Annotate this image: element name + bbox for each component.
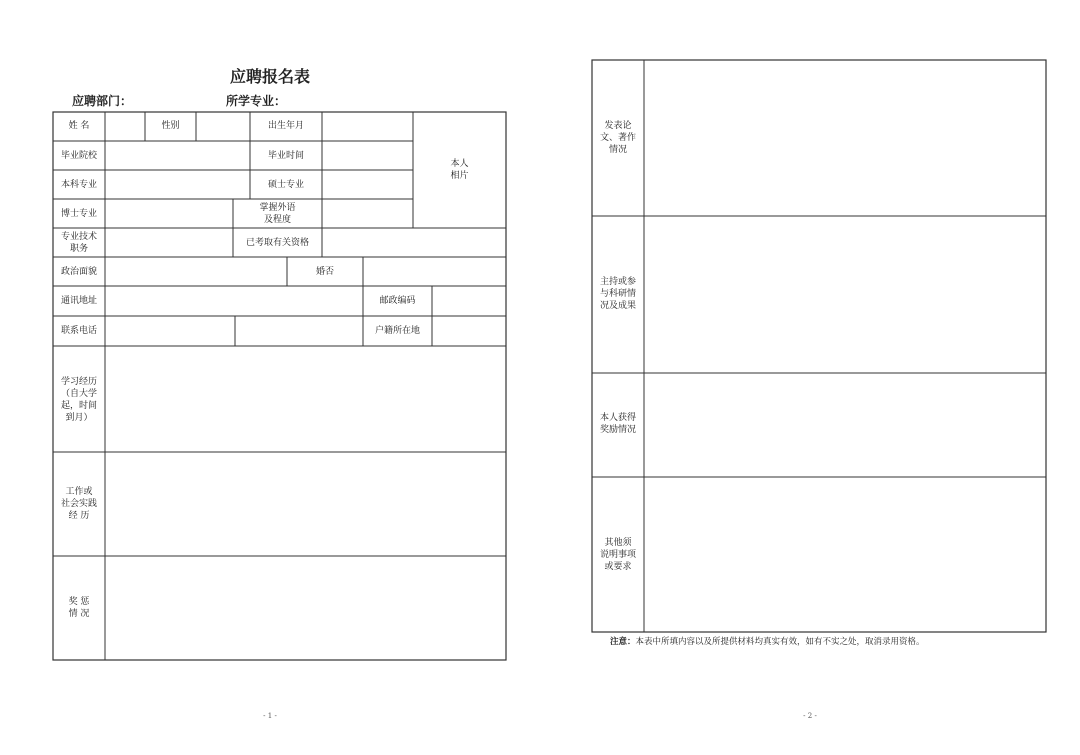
note-text: 本表中所填内容以及所提供材料均真实有效，如有不实之处，取消录用资格。 [635,637,925,647]
rewards-punishments-label: 奖 惩 情 况 [68,597,90,619]
marital-status-label: 婚否 [315,267,334,277]
declaration-note [610,635,925,647]
publications-label: 发表论 文、著作 情况 [599,121,636,155]
master-major-label: 硕士专业 [267,180,304,190]
hukou-label: 户籍所在地 [374,326,420,336]
address-label: 通讯地址 [60,296,97,306]
page2-table-border [592,60,1046,632]
page-number-2: - 2 - [803,712,817,720]
study-history-label: 学习经历 （自大学 起，时间 到月） [60,377,97,423]
page1-table-border [53,112,506,660]
birth-date-label: 出生年月 [267,121,304,131]
honors-label: 本人获得 奖励情况 [599,413,636,435]
photo-label: 本人 相片 [450,159,469,181]
school-label: 毕业院校 [60,151,97,161]
phone-label: 联系电话 [60,326,97,336]
undergrad-major-label: 本科专业 [60,180,97,190]
phd-major-label: 博士专业 [60,209,97,219]
qualification-label: 已考取有关资格 [245,238,309,248]
research-label: 主持或参 与科研情 况及成果 [599,277,636,311]
political-status-label: 政治面貌 [60,267,97,277]
name-label: 姓 名 [68,121,90,131]
major-label: 所学专业： [226,94,287,108]
work-history-label: 工作或 社会实践 经 历 [60,487,97,521]
form-title: 应聘报名表 [229,67,310,86]
tech-title-label: 专业技术 职务 [60,232,97,254]
graduation-time-label: 毕业时间 [267,151,304,161]
page-number-1: - 1 - [263,712,277,720]
applied-department-label: 应聘部门： [72,94,133,108]
other-remarks-label: 其他须 说明事项 或要求 [599,538,636,572]
note-label: 注意： [610,637,636,647]
foreign-language-label: 掌握外语 及程度 [259,203,296,225]
gender-label: 性别 [161,121,180,131]
postcode-label: 邮政编码 [379,296,416,306]
